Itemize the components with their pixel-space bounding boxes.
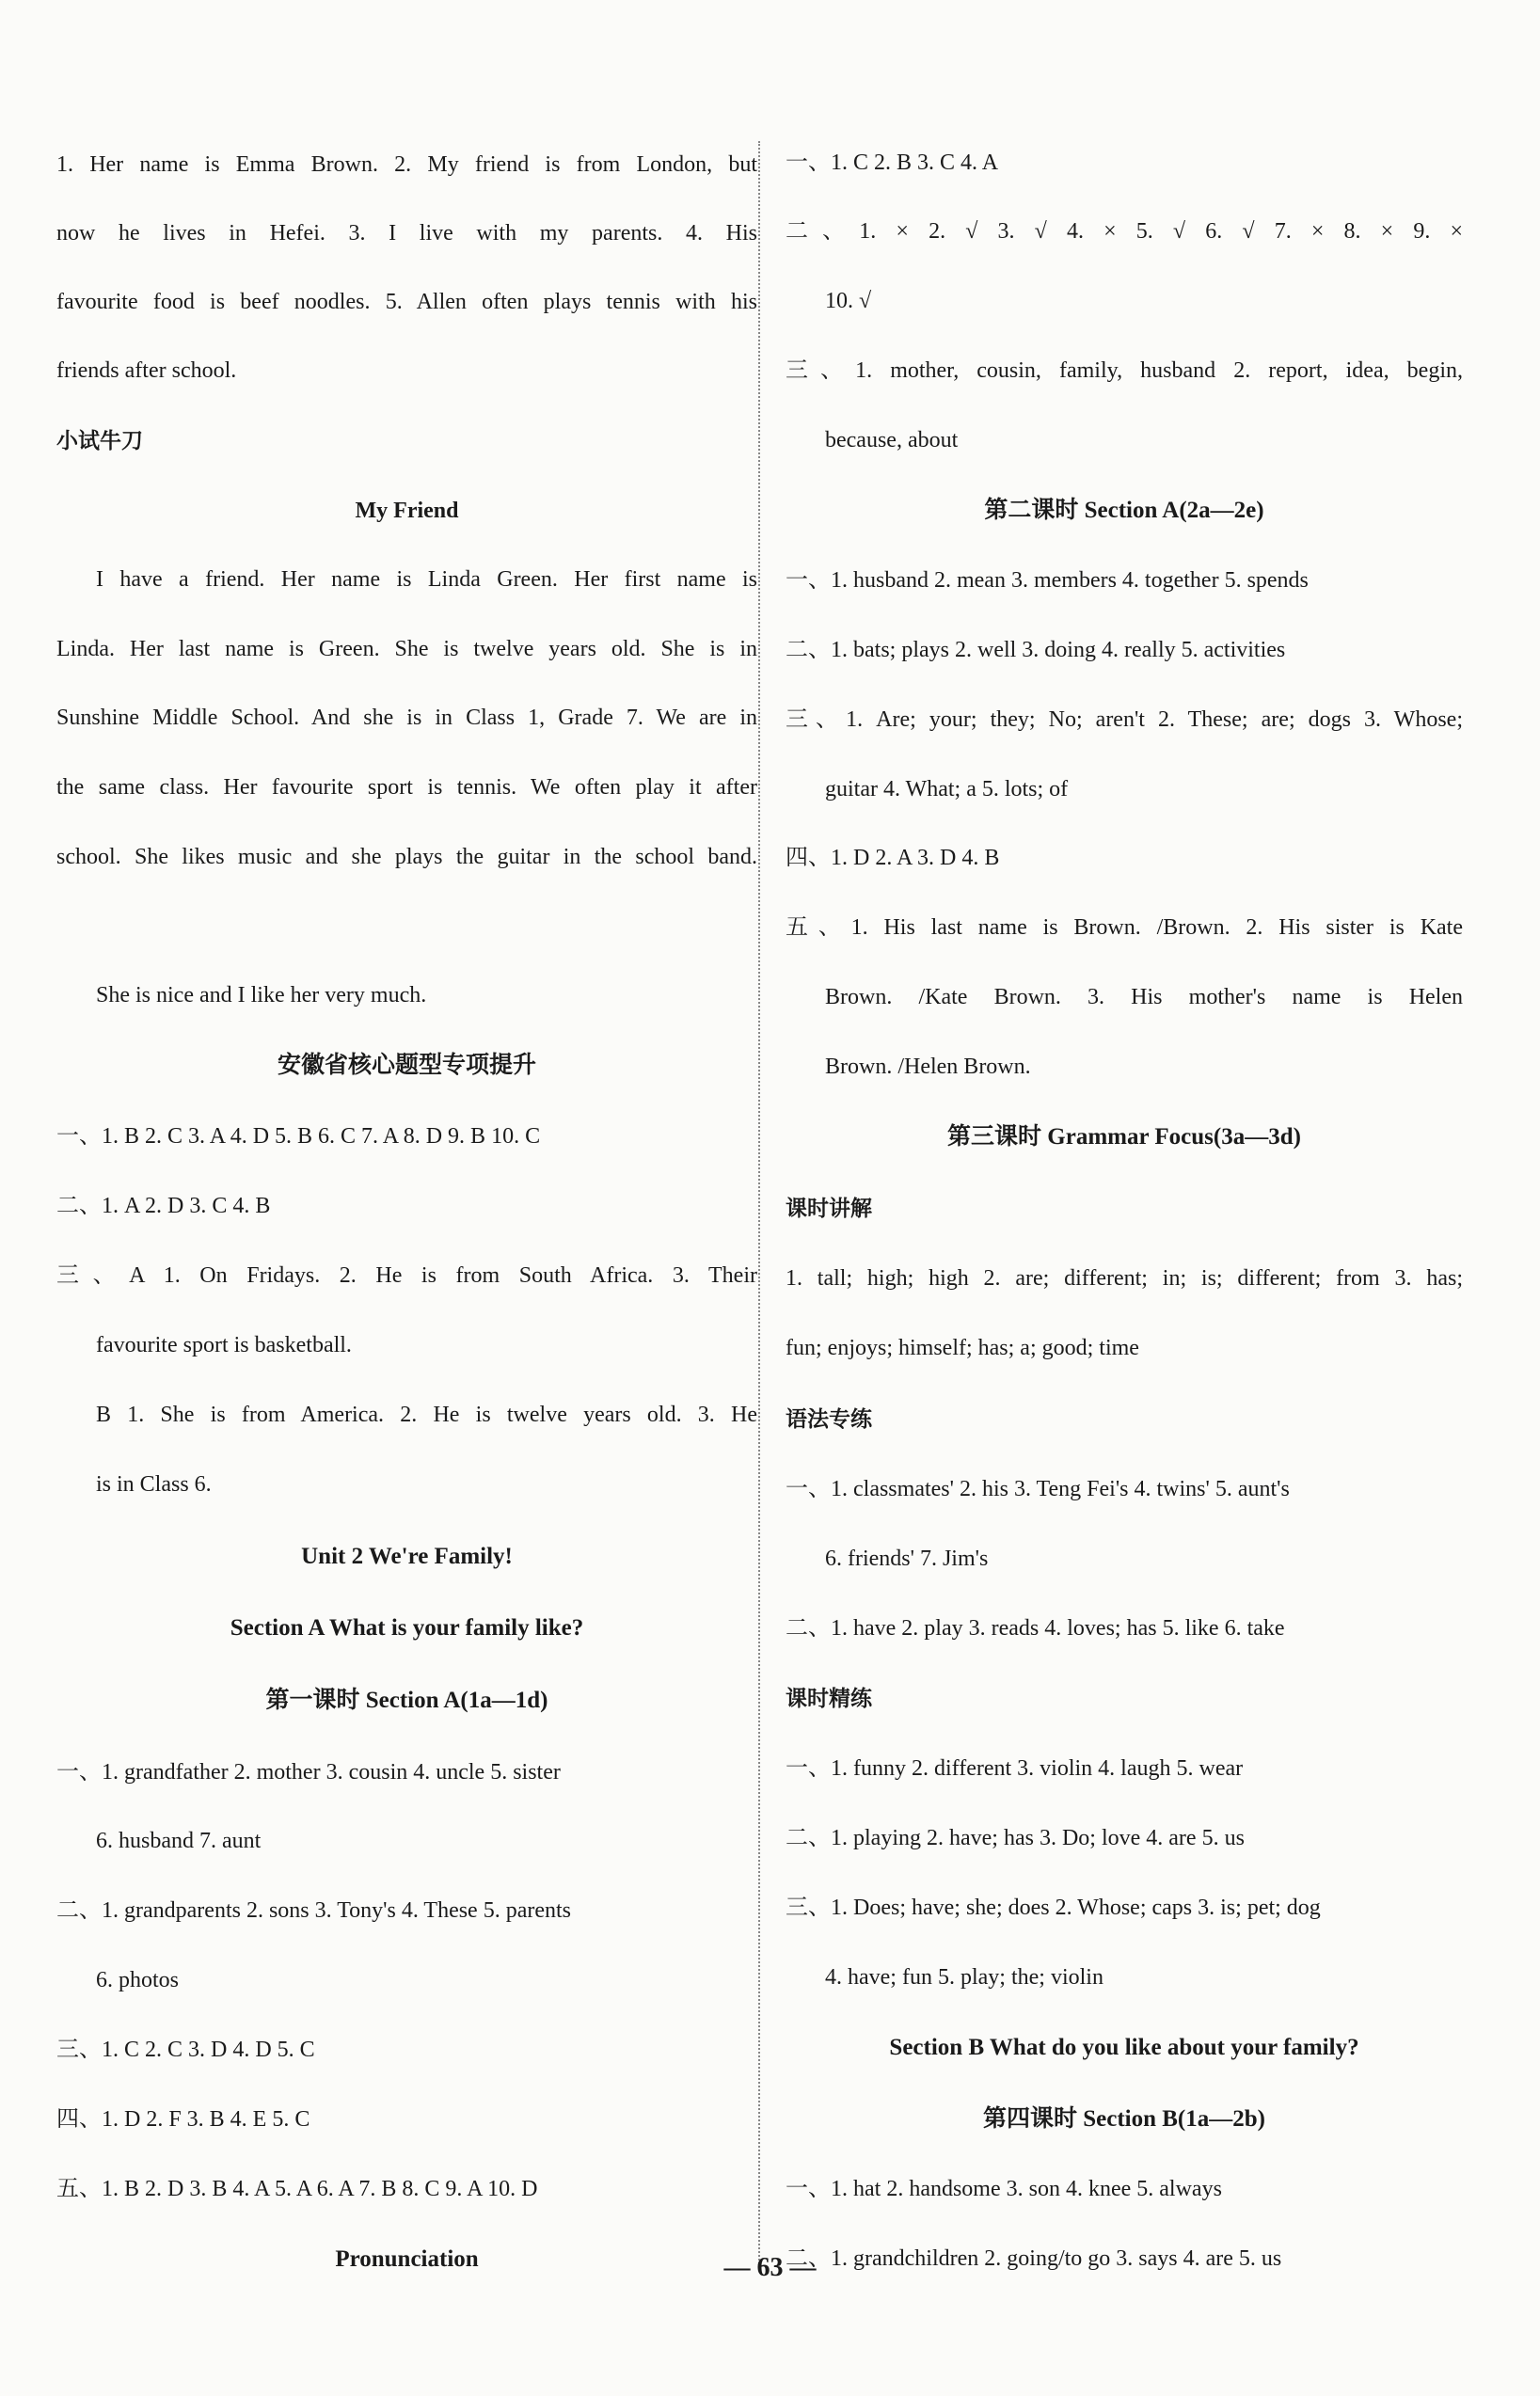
answer-line: 二、1. playing 2. have; has 3. Do; love 4. are 5. us — [786, 1826, 1245, 1850]
lesson-heading: 第一课时 Section A(1a—1d) — [265, 1688, 548, 1713]
answer-line: 四、1. D 2. F 3. B 4. E 5. C — [56, 2107, 310, 2132]
text-line: Linda. Her last name is Green. She is twelve years old. She is in — [56, 637, 757, 661]
section-heading: Pronunciation — [335, 2246, 479, 2272]
text-line: friends after school. — [56, 358, 237, 383]
answer-line: 一、1. C 2. B 3. C 4. A — [786, 151, 999, 175]
section-label: 课时精练 — [786, 1687, 872, 1710]
answer-line: 10. √ — [825, 289, 872, 313]
lesson-heading: 第二课时 Section A(2a—2e) — [984, 498, 1264, 523]
answer-line: guitar 4. What; a 5. lots; of — [825, 777, 1069, 801]
answer-line: favourite sport is basketball. — [96, 1333, 352, 1357]
answer-line: 二、1. grandparents 2. sons 3. Tony's 4. These 5. parents — [56, 1898, 572, 1923]
text-line: school. She likes music and she plays the guitar in the school band. — [56, 845, 757, 869]
section-heading: Section B What do you like about your family? — [889, 2035, 1359, 2060]
essay-title: My Friend — [355, 499, 459, 523]
section-label: 小试牛刀 — [56, 429, 143, 452]
lesson-heading: 第三课时 Grammar Focus(3a—3d) — [947, 1124, 1301, 1150]
section-label: 课时讲解 — [786, 1197, 872, 1220]
text-line: I have a friend. Her name is Linda Green. Her first name is — [96, 567, 757, 592]
text-line: the same class. Her favourite sport is tennis. We often play it after — [56, 775, 757, 800]
answer-line: is in Class 6. — [96, 1472, 212, 1497]
unit-heading: Unit 2 We're Family! — [301, 1544, 513, 1569]
answer-line: 四、1. D 2. A 3. D 4. B — [786, 846, 1000, 870]
text-line: Sunshine Middle School. And she is in Class 1, Grade 7. We are in — [56, 706, 757, 730]
text-line: She is nice and I like her very much. — [96, 983, 427, 1008]
page-number: — 63 — — [723, 2253, 817, 2282]
section-label: 语法专练 — [786, 1407, 872, 1431]
answer-line: 二、1. A 2. D 3. C 4. B — [56, 1194, 271, 1218]
answer-line: 二、1. have 2. play 3. reads 4. loves; has 5. like 6. take — [786, 1616, 1285, 1641]
answer-line: 一、1. B 2. C 3. A 4. D 5. B 6. C 7. A 8. D 9. B 10. C — [56, 1124, 541, 1149]
text-line: favourite food is beef noodles. 5. Allen often plays tennis with his — [56, 290, 757, 314]
answer-line: 五、1. His last name is Brown. /Brown. 2. His sister is Kate — [786, 915, 1463, 940]
answer-line: 二、1. bats; plays 2. well 3. doing 4. really 5. activities — [786, 638, 1286, 662]
answer-line: because, about — [825, 428, 959, 452]
answer-line: 6. friends' 7. Jim's — [825, 1547, 989, 1571]
answer-line: 4. have; fun 5. play; the; violin — [825, 1965, 1103, 1990]
answer-line: 三、1. mother, cousin, family, husband 2. report, idea, begin, — [786, 358, 1463, 383]
answer-line: 6. husband 7. aunt — [96, 1829, 262, 1853]
answer-line: Brown. /Kate Brown. 3. His mother's name is Helen — [825, 985, 1463, 1009]
lesson-heading: 第四课时 Section B(1a—2b) — [982, 2106, 1265, 2132]
answer-line: fun; enjoys; himself; has; a; good; time — [786, 1336, 1139, 1360]
answer-line: 一、1. classmates' 2. his 3. Teng Fei's 4. twins' 5. aunt's — [786, 1477, 1290, 1501]
answer-line: 三、1. Are; your; they; No; aren't 2. These; are; dogs 3. Whose; — [786, 707, 1463, 732]
answer-line: 三、A 1. On Fridays. 2. He is from South Africa. 3. Their — [56, 1263, 757, 1288]
answer-line: 二、1. grandchildren 2. going/to go 3. says 4. are 5. us — [786, 2246, 1282, 2271]
answer-line: 1. tall; high; high 2. are; different; in; is; different; from 3. has; — [786, 1266, 1463, 1291]
answer-line: 一、1. husband 2. mean 3. members 4. together 5. spends — [786, 568, 1309, 593]
answer-line: Brown. /Helen Brown. — [825, 1055, 1031, 1079]
answer-line: 6. photos — [96, 1968, 180, 1992]
answer-line: 五、1. B 2. D 3. B 4. A 5. A 6. A 7. B 8. C 9. A 10. D — [56, 2177, 538, 2201]
answer-line: B 1. She is from America. 2. He is twelve years old. 3. He — [96, 1403, 757, 1427]
answer-line: 二、1. × 2. √ 3. √ 4. × 5. √ 6. √ 7. × 8. × 9. × — [786, 219, 1463, 244]
answer-line: 一、1. funny 2. different 3. violin 4. laugh 5. wear — [786, 1756, 1244, 1781]
section-heading: 安徽省核心题型专项提升 — [277, 1053, 536, 1078]
section-heading: Section A What is your family like? — [230, 1615, 584, 1641]
text-line: 1. Her name is Emma Brown. 2. My friend is from London, but — [56, 152, 757, 177]
answer-line: 一、1. hat 2. handsome 3. son 4. knee 5. always — [786, 2177, 1222, 2201]
answer-line: 三、1. C 2. C 3. D 4. D 5. C — [56, 2038, 315, 2062]
answer-line: 三、1. Does; have; she; does 2. Whose; caps 3. is; pet; dog — [786, 1896, 1321, 1920]
text-line: now he lives in Hefei. 3. I live with my parents. 4. His — [56, 221, 757, 246]
column-divider — [758, 141, 760, 2267]
answer-line: 一、1. grandfather 2. mother 3. cousin 4. uncle 5. sister — [56, 1760, 561, 1785]
